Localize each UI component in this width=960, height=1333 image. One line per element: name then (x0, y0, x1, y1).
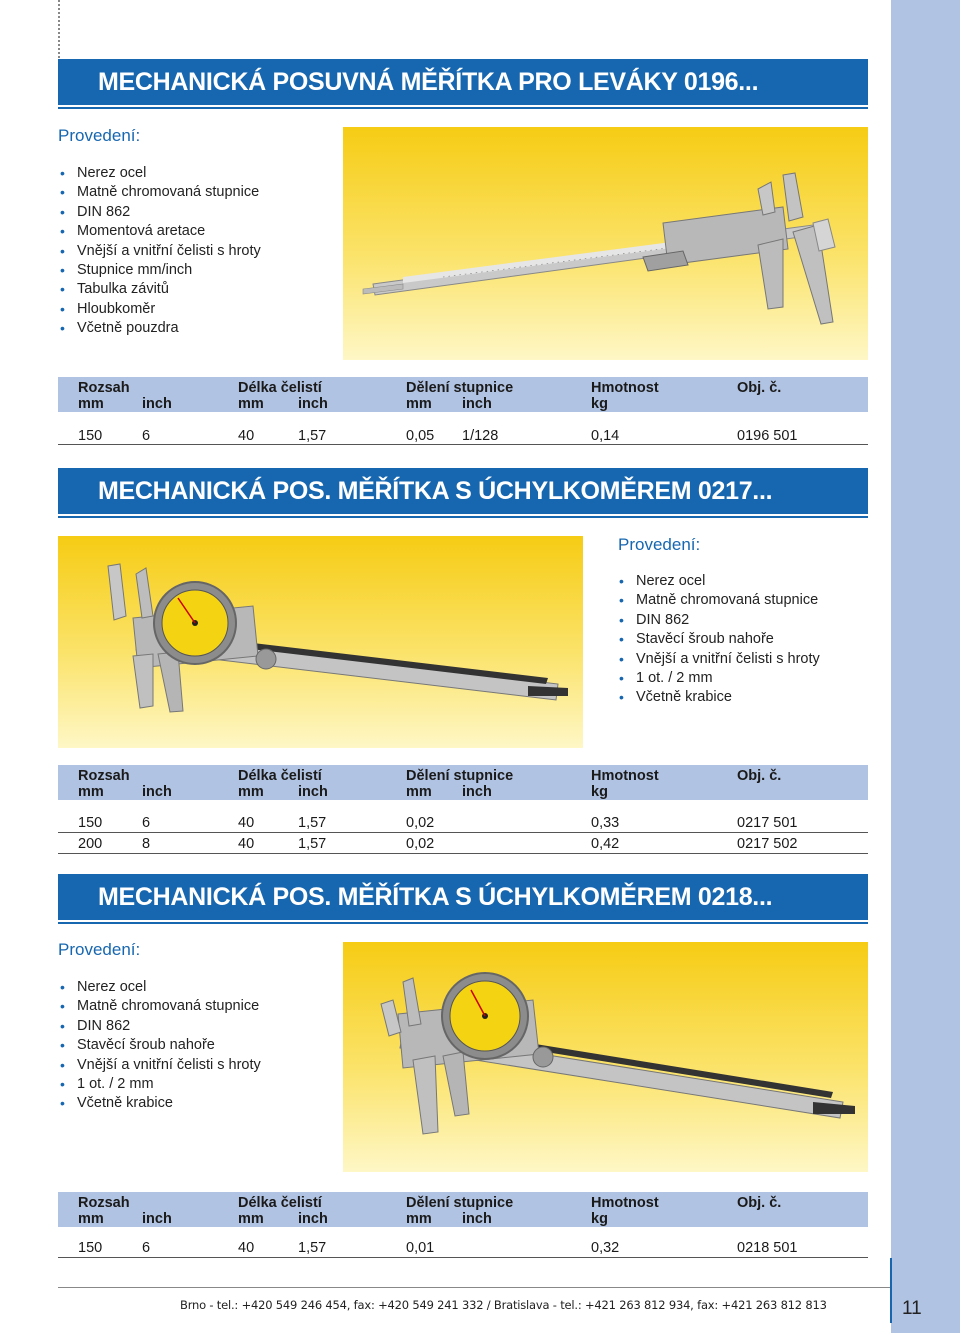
feature-list-0217 (617, 572, 820, 708)
list-item: • Vnější a vnitřní čelisti s hroty (60, 242, 261, 259)
list-item: • Matně chromovaná stupnice (619, 592, 819, 609)
page-number: 11 (902, 1298, 922, 1319)
list-item: • Vnější a vnitřní čelisti s hroty (60, 1056, 261, 1073)
list-item: • Stupnice mm/inch (60, 262, 193, 279)
list-item: • Stavěcí šroub nahoře (60, 1037, 215, 1054)
right-sidebar-strip (891, 0, 960, 1333)
spec-table-0217 (58, 765, 868, 854)
footer-divider (58, 1287, 891, 1288)
table-header: Rozsah mm inch Délka čelistí mm inch Dělení stupnice mm inch Hmotnost kg Obj. č. (58, 377, 868, 412)
dial-caliper-icon (58, 536, 583, 748)
list-item: • Nerez ocel (60, 165, 147, 181)
list-item: • Vnější a vnitřní čelisti s hroty (619, 650, 820, 667)
table-row: 150 6 40 1,57 0,02 0,33 0217 501 (58, 812, 868, 833)
list-item: • Stavěcí šroub nahoře (619, 631, 774, 648)
dial-caliper-icon (343, 942, 868, 1172)
list-item: • Včetně krabice (619, 689, 732, 706)
list-item: • Včetně krabice (60, 1095, 173, 1112)
section-title-0218: MECHANICKÁ POS. MĚŘÍTKA S ÚCHYLKOMĚREM 0218... (58, 874, 868, 920)
page-number-marker (890, 1258, 892, 1323)
list-item: • Včetně pouzdra (60, 320, 179, 337)
table-row: 200 8 40 1,57 0,02 0,42 0217 502 (58, 833, 868, 854)
caliper-photo-0218 (343, 942, 868, 1172)
list-item: • Hloubkoměr (60, 300, 156, 317)
list-item: • Matně chromovaná stupnice (60, 998, 260, 1015)
vernier-caliper-icon (343, 127, 868, 360)
list-item: • DIN 862 (619, 611, 690, 628)
list-item: • DIN 862 (60, 1017, 131, 1034)
list-item: • Nerez ocel (619, 573, 706, 589)
table-row: 150 6 40 1,57 0,01 0,32 0218 501 (58, 1233, 868, 1258)
list-item: • DIN 862 (60, 203, 131, 220)
table-header: Rozsah mm inch Délka čelistí mm inch Dělení stupnice mm inch Hmotnost kg Obj. č. (58, 1192, 868, 1227)
table-row: 150 6 40 1,57 0,05 1/128 0,14 0196 501 (58, 420, 868, 445)
section-title-0217: MECHANICKÁ POS. MĚŘÍTKA S ÚCHYLKOMĚREM 0217... (58, 468, 868, 514)
spec-table-0218 (58, 1192, 868, 1258)
section-title-0196: MECHANICKÁ POSUVNÁ MĚŘÍTKA PRO LEVÁKY 0196... (58, 59, 868, 105)
table-header: Rozsah mm inch Délka čelistí mm inch Dělení stupnice mm inch Hmotnost kg Obj. č. (58, 765, 868, 800)
caliper-photo-0217 (58, 536, 583, 748)
feature-list-0196 (58, 164, 261, 339)
provedeni-label-0218: Provedení: (58, 940, 141, 959)
provedeni-label-0196: Provedení: (58, 126, 141, 145)
list-item: • 1 ot. / 2 mm (619, 670, 713, 687)
list-item: • Tabulka závitů (60, 281, 169, 298)
provedeni-label-0217: Provedení: (618, 535, 701, 554)
list-item: • Momentová aretace (60, 223, 206, 240)
feature-list-0218 (58, 978, 261, 1114)
footer-contact: Brno - tel.: +420 549 246 454, fax: +420 549 241 332 / Bratislava - tel.: +421 263 812 934, fax: +421 263 812 813 (180, 1298, 827, 1312)
list-item: • 1 ot. / 2 mm (60, 1076, 154, 1093)
margin-guide (58, 0, 60, 62)
caliper-photo-0196 (343, 127, 868, 360)
list-item: • Nerez ocel (60, 979, 147, 995)
spec-table-0196 (58, 377, 868, 445)
list-item: • Matně chromovaná stupnice (60, 184, 260, 201)
